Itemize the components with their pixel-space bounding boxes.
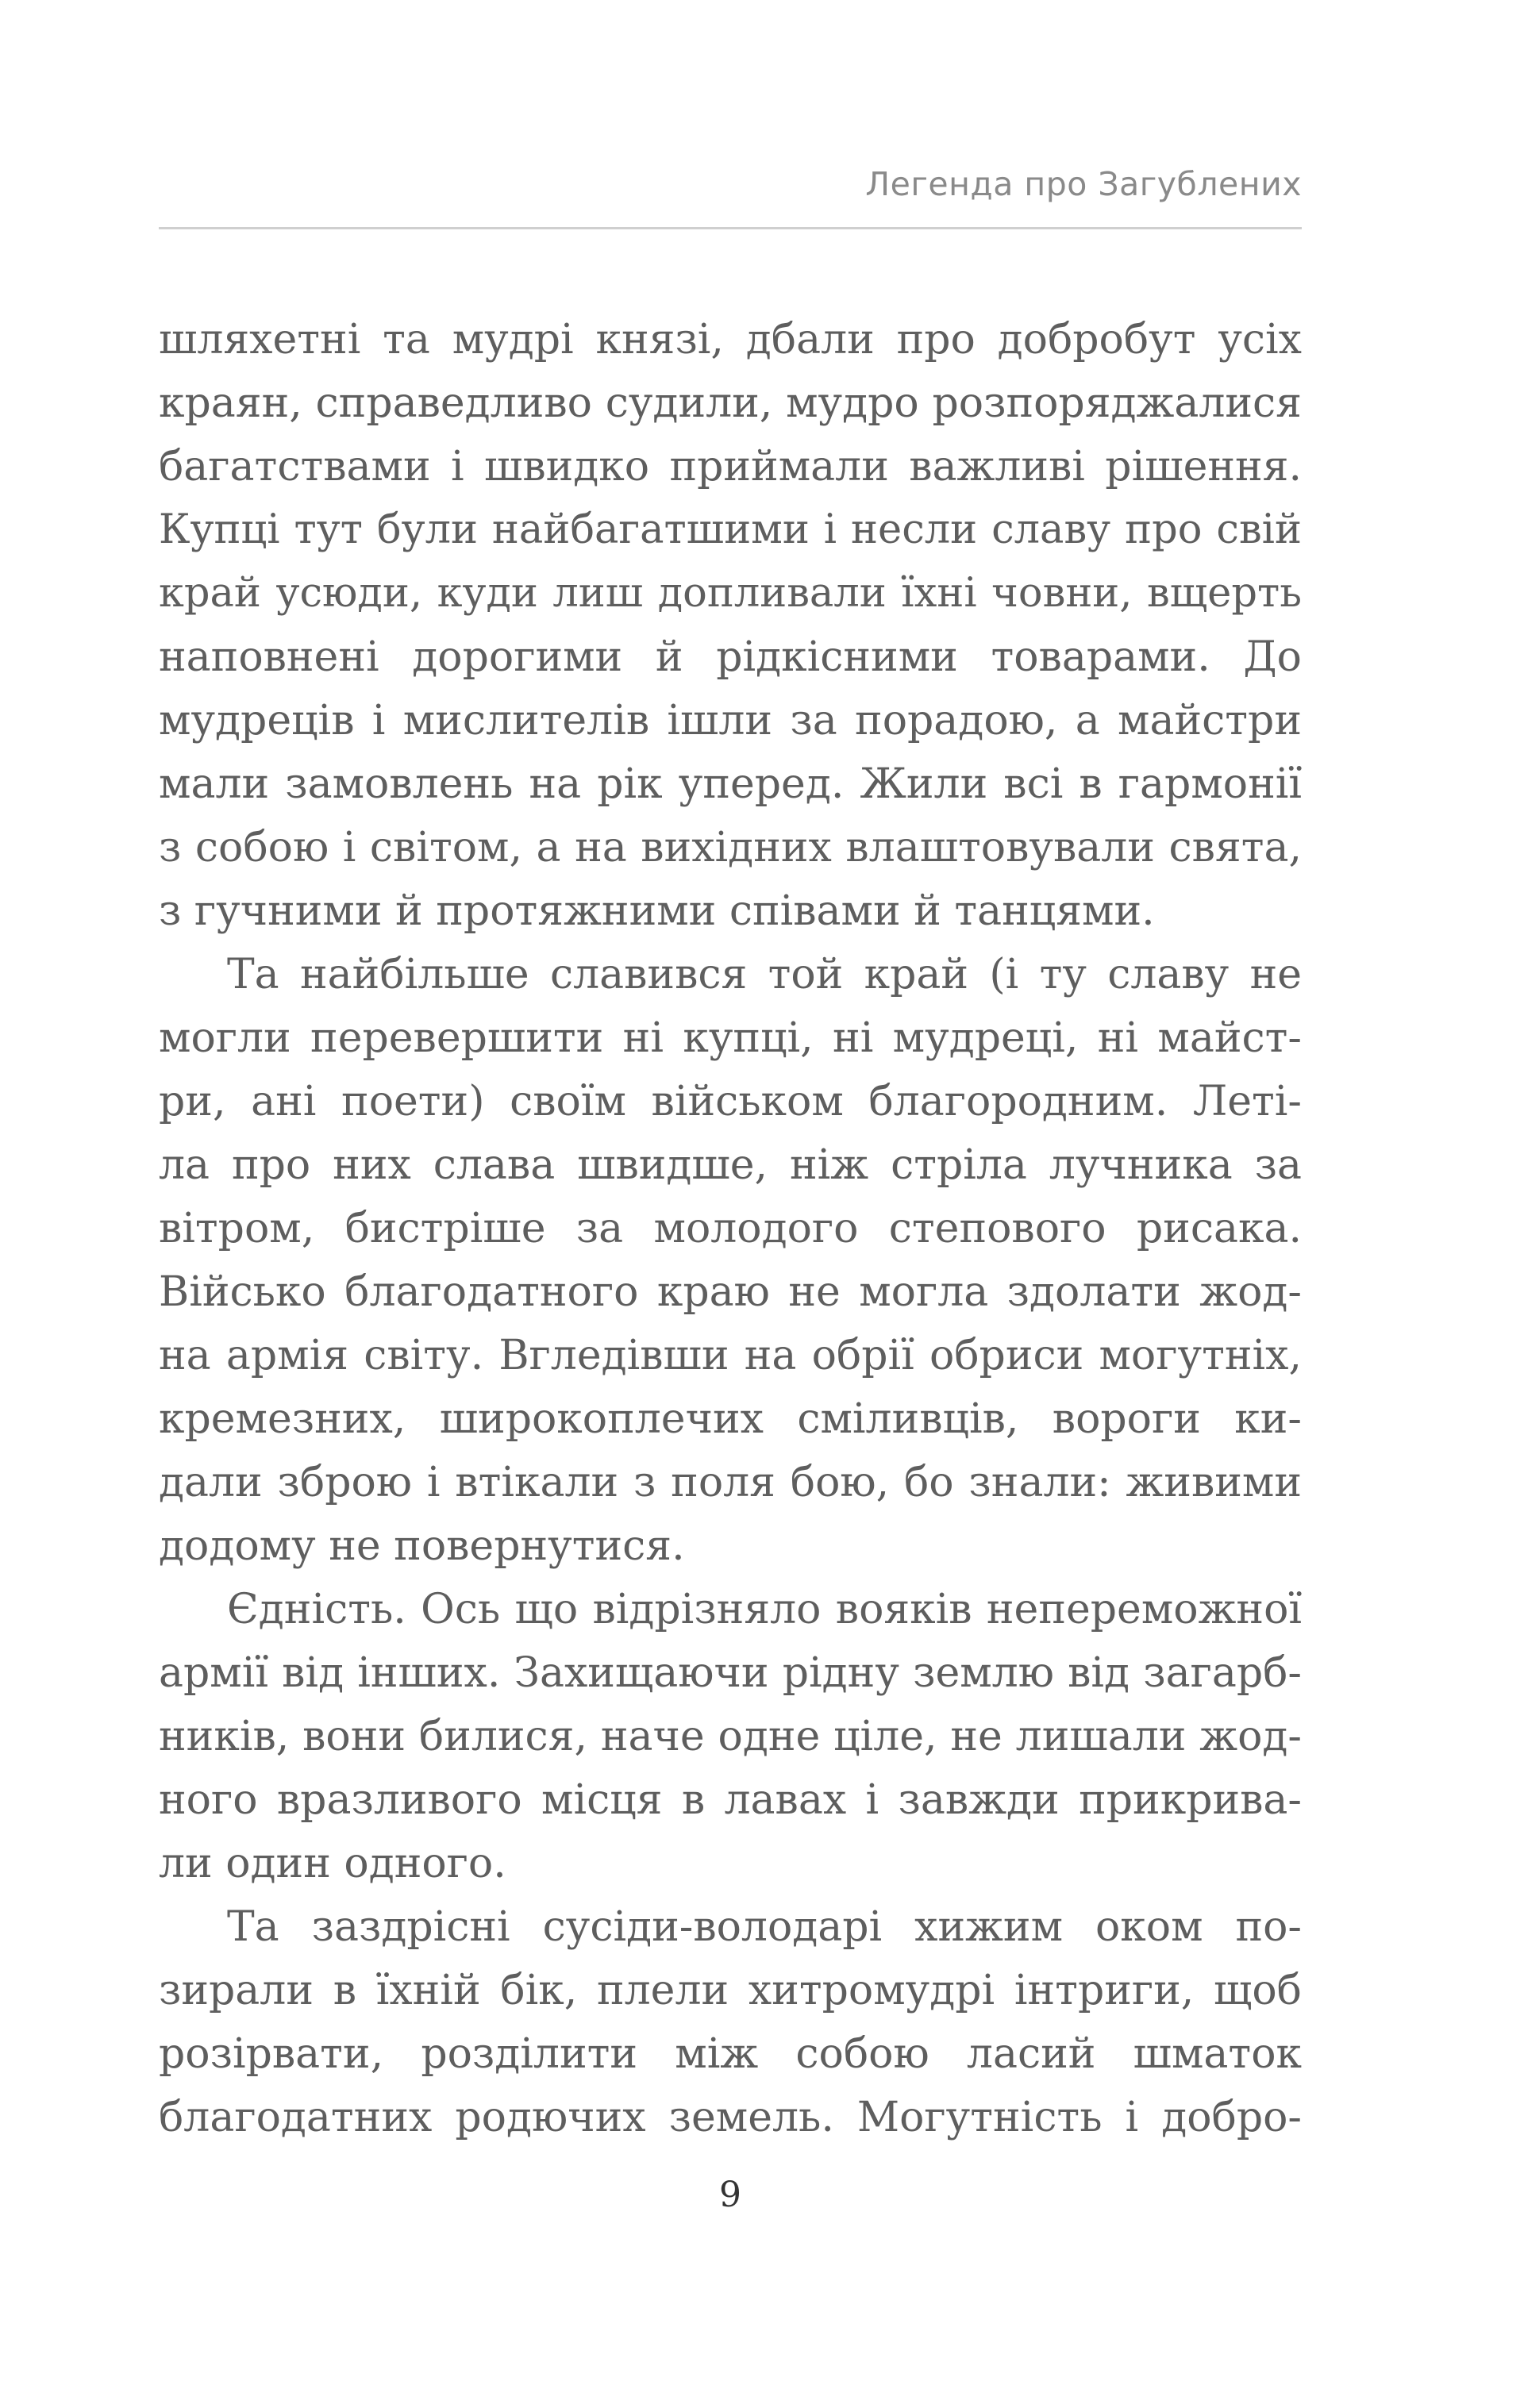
text-line: Купці тут були найбагатшими і несли славу про свій (159, 506, 1302, 553)
text-line: ри, ані поети) своїм військом благородним. Леті- (159, 1078, 1302, 1125)
text-line: на армія світу. Вгледівши на обрії обриси могутніх, (159, 1332, 1302, 1379)
text-line: шляхетні та мудрі князі, дбали про добробут усіх (159, 316, 1302, 364)
text-line: з собою і світом, а на вихідних влаштовували свята, (159, 824, 1302, 871)
text-line: мали замовлень на рік уперед. Жили всі в гармонії (159, 760, 1302, 808)
text-line: зирали в їхній бік, плели хитромудрі інтриги, щоб (159, 1967, 1302, 2014)
text-line: ла про них слава швидше, ніж стріла лучника за (159, 1141, 1302, 1189)
paragraph (159, 1895, 1302, 2149)
text-line: ли один одного. (159, 1840, 506, 1887)
text-line: Військо благодатного краю не могла здолати жод- (159, 1268, 1302, 1316)
paragraph (159, 943, 1302, 1578)
paragraph (159, 1578, 1302, 1895)
text-line: додому не повернутися. (159, 1522, 685, 1570)
running-head: Легенда про Загублених (865, 165, 1302, 203)
text-line: наповнені дорогими й рідкісними товарами. До (159, 633, 1302, 681)
text-line: ників, вони билися, наче одне ціле, не лишали жод- (159, 1713, 1302, 1760)
text-line: розірвати, розділити між собою ласий шматок (159, 2030, 1302, 2078)
text-line: багатствами і швидко приймали важливі рішення. (159, 443, 1302, 490)
text-line: Та заздрісні сусіди-володарі хижим оком по- (227, 1903, 1302, 1951)
text-line: армії від інших. Захищаючи рідну землю від загарб- (159, 1649, 1302, 1697)
text-line: ного вразливого місця в лавах і завжди прикрива- (159, 1776, 1302, 1824)
text-line: Та найбільше славився той край (і ту славу не (227, 951, 1302, 998)
text-line: вітром, бистріше за молодого степового рисака. (159, 1205, 1302, 1252)
text-line: дали зброю і втікали з поля бою, бо знали: живими (159, 1459, 1302, 1506)
page-number: 9 (719, 2175, 741, 2215)
text-line: край усюди, куди лиш допливали їхні човни, вщерть (159, 570, 1302, 617)
text-line: краян, справедливо судили, мудро розпоряджалися (159, 379, 1302, 427)
text-line: з гучними й протяжними співами й танцями. (159, 887, 1155, 935)
text-line: мудреців і мислителів ішли за порадою, а майстри (159, 697, 1302, 744)
text-line: Єдність. Ось що відрізняло вояків непереможної (227, 1586, 1302, 1633)
body-text (159, 308, 1302, 2149)
header-rule (159, 227, 1302, 229)
paragraph (159, 308, 1302, 943)
text-line: кремезних, широкоплечих сміливців, вороги ки- (159, 1395, 1302, 1443)
text-line: благодатних родючих земель. Могутність і добро- (159, 2094, 1302, 2141)
text-line: могли перевершити ні купці, ні мудреці, ні майст- (159, 1014, 1302, 1062)
